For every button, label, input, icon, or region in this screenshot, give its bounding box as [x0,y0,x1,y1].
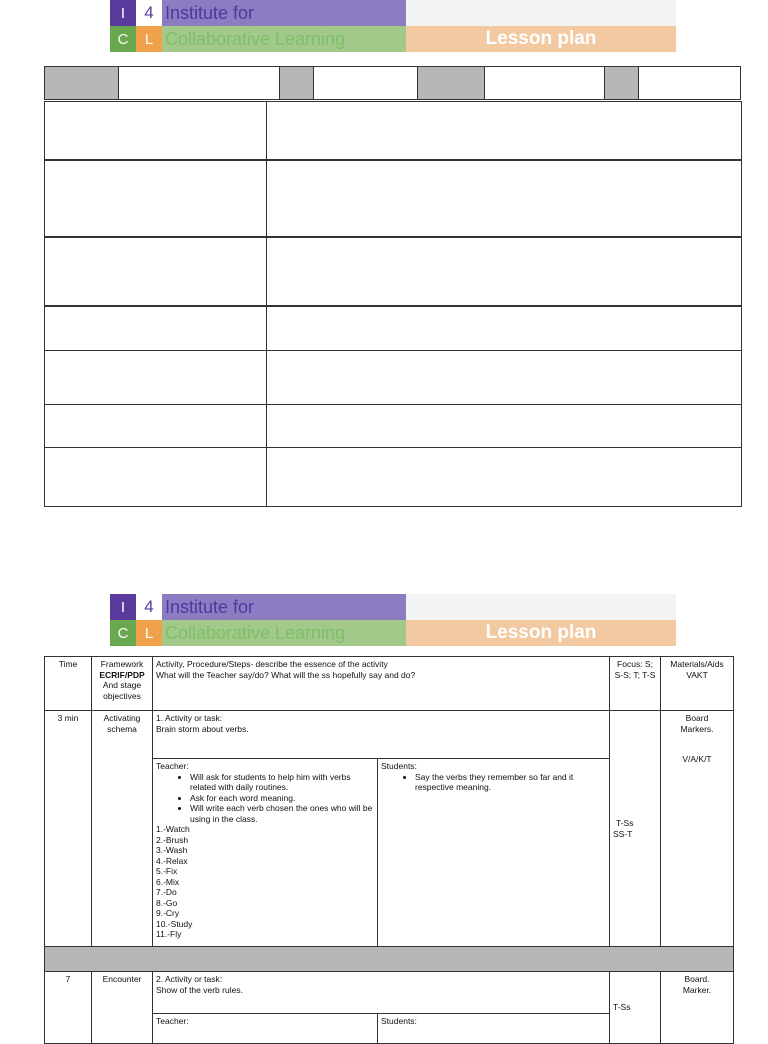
focus-cell: T-Ss SS-T [610,711,661,947]
list-item: 11.-Fly [156,929,182,939]
detail-label-cell [45,405,267,448]
detail-label-cell [45,102,267,160]
materials-header: Materials/Aids VAKT [661,657,734,711]
banner-blank [406,594,676,620]
lesson-details-table [44,237,742,306]
list-item: 9.-Cry [156,908,180,918]
lesson-plan-table [44,656,734,1044]
teacher-list [156,772,374,825]
list-item: 5.-Fix [156,866,178,876]
header-banner [110,594,676,646]
verb-list [156,824,374,940]
lesson-info-row [44,66,741,100]
detail-value-cell [267,238,742,306]
logo-letter-c: C [110,620,136,646]
detail-value-cell [267,448,742,507]
list-item: • Will ask for students to help him with verbs related with daily routines. [190,772,374,793]
list-item: 1.-Watch [156,824,190,834]
logo-letter-i: I [110,594,136,620]
header-banner [110,0,676,52]
list-item: • Ask for each word meaning. [190,793,374,804]
task-cell: 2. Activity or task: Show of the verb rules. [153,972,610,1014]
detail-label-cell [45,238,267,306]
info-value-cell [314,67,418,100]
focus-cell: T-Ss [610,972,661,1044]
time-cell: 7 [45,972,92,1044]
teacher-cell: Teacher: [153,1014,378,1044]
lesson-details-table [44,101,742,160]
focus-header: Focus: S; S-S; T; T-S [610,657,661,711]
logo-letter-4: 4 [136,0,162,26]
list-item: 10.-Study [156,918,193,929]
gray-separator [45,947,734,972]
list-item: 7.-Do [156,887,177,897]
lesson-plan-label: Lesson plan [406,620,676,646]
task-cell: 1. Activity or task: Brain storm about verbs. [153,711,610,759]
framework-cell: Encounter [92,972,153,1044]
info-label-cell [605,67,639,100]
list-item: 4.-Relax [156,855,188,866]
lesson-plan-label: Lesson plan [406,26,676,52]
list-item: 8.-Go [156,897,178,908]
institute-line-1: Institute for [162,594,406,620]
list-item: 6.-Mix [156,876,180,887]
logo-letter-l: L [136,620,162,646]
institute-line-2: Collaborative Learning [162,26,406,52]
detail-value-cell [267,405,742,448]
info-value-cell [639,67,741,100]
framework-cell: Activating schema [92,711,153,947]
detail-value-cell [267,161,742,237]
banner-blank [406,0,676,26]
logo-letter-c: C [110,26,136,52]
detail-value-cell [267,351,742,405]
students-cell: Students: • Say the verbs they remember so far and it respective meaning. [378,759,610,947]
list-item: 3.-Wash [156,845,188,855]
list-item: 2.-Brush [156,834,189,845]
logo-letter-i: I [110,0,136,26]
activity-header: Activity, Procedure/Steps- describe the essence of the activity What will the Teacher say/do? What will the ss hopefully say and do? [153,657,610,711]
info-label-cell [280,67,314,100]
plan-row [45,711,734,759]
time-cell: 3 min [45,711,92,947]
detail-label-cell [45,351,267,405]
materials-cell: Board. Marker. [661,972,734,1044]
info-value-cell [119,67,280,100]
students-list [381,772,606,793]
info-label-cell [45,67,119,100]
framework-header: Framework ECRIF/PDP And stage objectives [92,657,153,711]
info-value-cell [485,67,605,100]
plan-header-row [45,657,734,711]
detail-label-cell [45,161,267,237]
logo-letter-4: 4 [136,594,162,620]
logo-letter-l: L [136,26,162,52]
separator-row [45,947,734,972]
teacher-cell: Teacher: • Will ask for students to help him with verbs related with daily routines. • Ask for each word meaning. • Will write each verb chosen the ones who will be using in the class. 1.-Watch 2.-Brush 3.-Wash 4.-Relax 5.-Fix 6.-Mix 7.-Do 8.-Go 9.-Cry 10.-Study 11.-Fly [153,759,378,947]
institute-line-1: Institute for [162,0,406,26]
lesson-details-table [44,160,742,237]
detail-label-cell [45,307,267,351]
institute-line-2: Collaborative Learning [162,620,406,646]
detail-value-cell [267,102,742,160]
materials-cell: Board Markers. V/A/K/T [661,711,734,947]
list-item: • Will write each verb chosen the ones who will be using in the class. [190,803,374,824]
plan-row [45,972,734,1014]
time-header: Time [45,657,92,711]
lesson-details-table [44,306,742,507]
detail-value-cell [267,307,742,351]
detail-label-cell [45,448,267,507]
info-label-cell [418,67,485,100]
students-cell: Students: [378,1014,610,1044]
list-item: • Say the verbs they remember so far and it respective meaning. [415,772,606,793]
